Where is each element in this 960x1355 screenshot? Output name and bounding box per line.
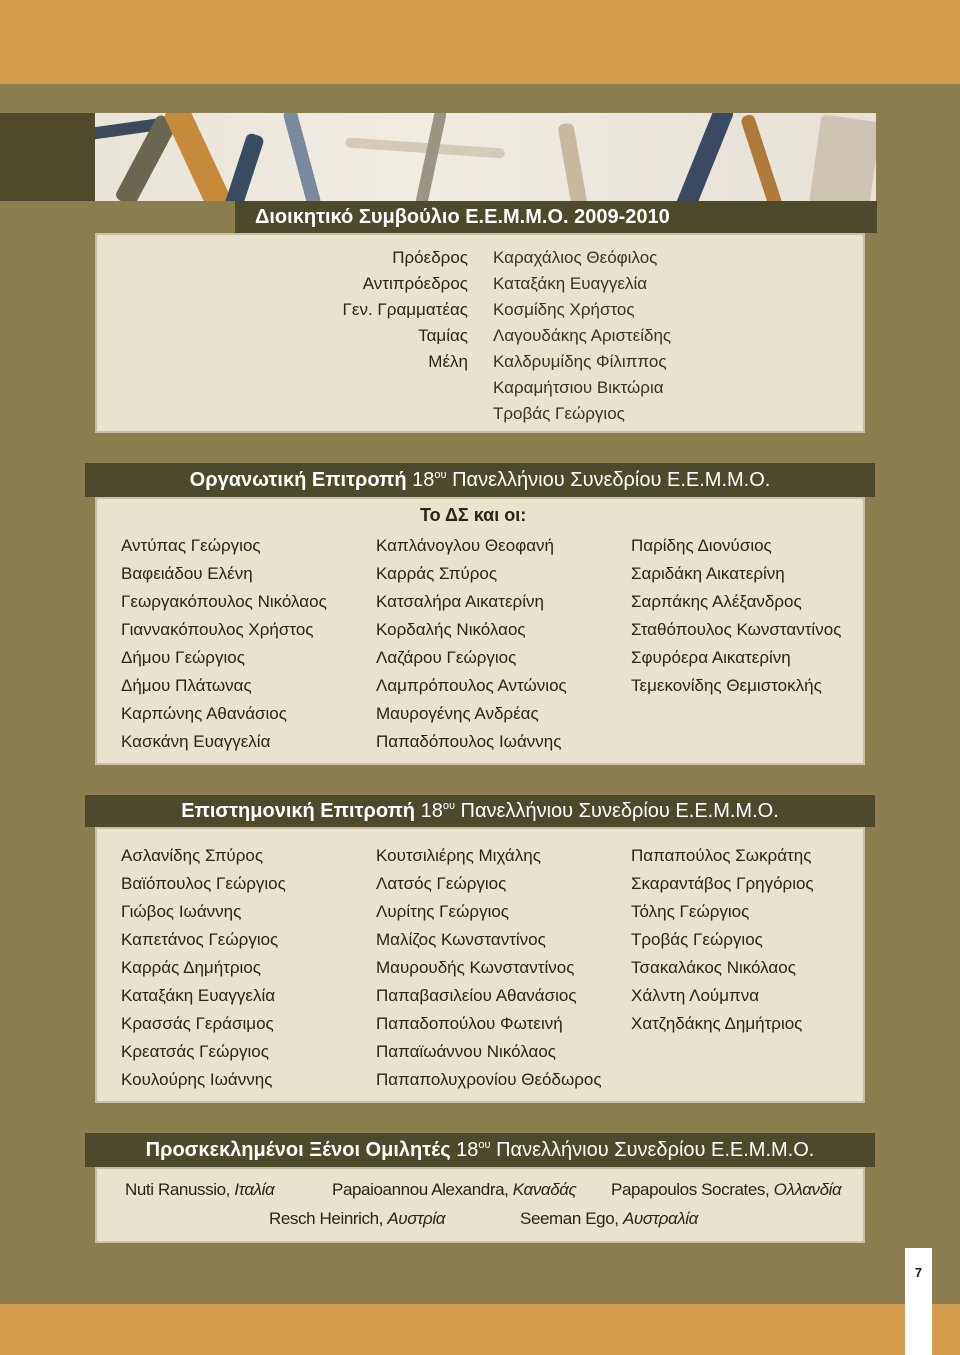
member-name: Σκαραντάβος Γρηγόριος xyxy=(631,874,814,893)
member-name: Κουτσιλιέρης Μιχάλης xyxy=(376,846,541,865)
member-name: Παπαπούλος Σωκράτης xyxy=(631,846,812,865)
organizing-column-3 xyxy=(631,532,841,700)
member-name: Μαλίζος Κωνσταντίνος xyxy=(376,930,546,949)
guest-country: Ολλανδία xyxy=(773,1180,842,1199)
member-name: Καπετάνος Γεώργιος xyxy=(121,930,279,949)
guests-title-bold: Προσκεκλημένοι Ξένοι Ομιλητές xyxy=(145,1139,451,1161)
board-member-name: Καταξάκη Ευαγγελία xyxy=(493,274,648,293)
guests-title-number: 18 xyxy=(456,1139,479,1161)
member-name: Παπαπολυχρονίου Θεόδωρος xyxy=(376,1070,602,1089)
member-name: Παπαδοπούλου Φωτεινή xyxy=(376,1014,563,1033)
member-name: Χατζηδάκης Δημήτριος xyxy=(631,1014,803,1033)
organizing-subhead: Το ΔΣ και οι: xyxy=(420,505,527,525)
member-name: Καπλάνογλου Θεοφανή xyxy=(376,536,554,555)
member-name: Τόλης Γεώργιος xyxy=(631,902,750,921)
board-member-name: Λαγουδάκης Αριστείδης xyxy=(493,326,672,345)
board-title: Διοικητικό Συμβούλιο Ε.Ε.Μ.Μ.Ο. 2009-2010 xyxy=(255,206,670,228)
dark-side-block xyxy=(0,113,95,201)
board-role: Αντιπρόεδρος xyxy=(362,274,468,293)
board-member-name: Καλδρυμίδης Φίλιππος xyxy=(493,352,667,371)
member-name: Μαυρογένης Ανδρέας xyxy=(376,704,539,723)
scientific-title-bar xyxy=(85,795,875,827)
guest-country: Αυστραλία xyxy=(622,1209,698,1228)
member-name: Χάλντη Λούμπνα xyxy=(631,986,760,1005)
member-name: Λαμπρόπουλος Αντώνιος xyxy=(376,676,567,695)
member-name: Τεμεκονίδης Θεμιστοκλής xyxy=(631,676,822,695)
guest-speaker: Papaioannou Alexandra, Καναδάς xyxy=(332,1180,577,1199)
organizing-title-bold: Οργανωτική Επιτροπή xyxy=(189,469,407,491)
guests-panel xyxy=(95,1167,865,1243)
guests-title-sup: ου xyxy=(478,1139,491,1151)
member-name: Κορδαλής Νικόλαος xyxy=(376,620,526,639)
member-name: Λατσός Γεώργιος xyxy=(376,874,507,893)
guests-title-rest: Πανελλήνιου Συνεδρίου Ε.Ε.Μ.Μ.Ο. xyxy=(496,1139,815,1161)
member-name: Ασλανίδης Σπύρος xyxy=(121,846,264,865)
scientific-panel xyxy=(95,827,865,1103)
member-name: Σφυρόερα Αικατερίνη xyxy=(631,648,791,667)
member-name: Καταξάκη Ευαγγελία xyxy=(121,986,276,1005)
guest-speaker: Nuti Ranussio, Ιταλία xyxy=(125,1180,275,1199)
guest-speaker: Resch Heinrich, Αυστρία xyxy=(269,1209,446,1228)
scientific-column-1 xyxy=(121,842,286,1094)
scientific-column-2 xyxy=(376,842,602,1094)
guest-speaker: Papapoulos Socrates, Ολλανδία xyxy=(611,1180,842,1199)
organizing-column-1 xyxy=(121,532,327,756)
guest-country: Καναδάς xyxy=(512,1180,577,1199)
member-name: Σταθόπουλος Κωνσταντίνος xyxy=(631,620,842,639)
member-name: Δήμου Γεώργιος xyxy=(121,648,245,667)
member-name: Λαζάρου Γεώργιος xyxy=(376,648,517,667)
top-color-band xyxy=(0,0,960,84)
bottom-color-band xyxy=(0,1304,960,1355)
member-name: Καρράς Δημήτριος xyxy=(121,958,261,977)
member-name: Λυρίτης Γεώργιος xyxy=(376,902,509,921)
member-name: Βαϊόπουλος Γεώργιος xyxy=(121,874,286,893)
board-member-name: Καραχάλιος Θεόφιλος xyxy=(493,248,658,267)
guests-title-bar xyxy=(85,1133,875,1167)
member-name: Καρπώνης Αθανάσιος xyxy=(121,704,287,723)
scientific-title-sup: ου xyxy=(442,800,455,812)
board-role: Μέλη xyxy=(428,352,468,371)
member-name: Παπαϊωάννου Νικόλαος xyxy=(376,1042,556,1061)
member-name: Παπαδόπουλος Ιωάννης xyxy=(376,732,562,751)
member-name: Γιώβος Ιωάννης xyxy=(121,902,242,921)
board-role: Πρόεδρος xyxy=(392,248,468,267)
scientific-title-rest: Πανελλήνιου Συνεδρίου Ε.Ε.Μ.Μ.Ο. xyxy=(460,800,779,822)
member-name: Δήμου Πλάτωνας xyxy=(121,676,252,695)
board-role: Ταμίας xyxy=(418,326,468,345)
scientific-title-bold: Επιστημονική Επιτροπή xyxy=(181,800,416,822)
board-title-bar xyxy=(235,201,877,233)
member-name: Σαριδάκη Αικατερίνη xyxy=(631,564,785,583)
organizing-column-2 xyxy=(376,532,567,756)
scientific-title-number: 18 xyxy=(420,800,443,822)
guest-country: Αυστρία xyxy=(387,1209,446,1228)
guest-country: Ιταλία xyxy=(234,1180,275,1199)
member-name: Κρασσάς Γεράσιμος xyxy=(121,1014,274,1033)
member-name: Παπαβασιλείου Αθανάσιος xyxy=(376,986,577,1005)
member-name: Αντύπας Γεώργιος xyxy=(121,536,261,555)
member-name: Γεωργακόπουλος Νικόλαος xyxy=(121,592,327,611)
member-name: Κατσαλήρα Αικατερίνη xyxy=(376,592,544,611)
member-name: Κρεατσάς Γεώργιος xyxy=(121,1042,269,1061)
member-name: Σαρπάκης Αλέξανδρος xyxy=(631,592,802,611)
organizing-title-rest: Πανελλήνιου Συνεδρίου Ε.Ε.Μ.Μ.Ο. xyxy=(452,469,771,491)
organizing-panel xyxy=(95,497,865,765)
scientific-column-3 xyxy=(631,842,814,1038)
organizing-title-sup: ου xyxy=(434,469,447,481)
guest-speaker: Seeman Ego, Αυστραλία xyxy=(520,1209,698,1228)
member-name: Παρίδης Διονύσιος xyxy=(631,536,772,555)
board-member-name: Τροβάς Γεώργιος xyxy=(493,404,625,423)
header-painting xyxy=(95,113,876,201)
board-role: Γεν. Γραμματέας xyxy=(342,300,468,319)
organizing-title-number: 18 xyxy=(412,469,435,491)
board-member-name: Καραμήτσιου Βικτώρια xyxy=(493,378,664,397)
organizing-title-bar xyxy=(85,463,875,497)
board-panel xyxy=(95,233,865,433)
member-name: Μαυρουδής Κωνσταντίνος xyxy=(376,958,575,977)
member-name: Τσακαλάκος Νικόλαος xyxy=(631,958,796,977)
member-name: Γιαννακόπουλος Χρήστος xyxy=(121,620,314,639)
member-name: Τροβάς Γεώργιος xyxy=(631,930,763,949)
board-member-name: Κοσμίδης Χρήστος xyxy=(493,300,635,319)
member-name: Κουλούρης Ιωάννης xyxy=(121,1070,273,1089)
page-number: 7 xyxy=(905,1248,932,1355)
member-name: Καρράς Σπύρος xyxy=(376,564,498,583)
member-name: Κασκάνη Ευαγγελία xyxy=(121,732,271,751)
member-name: Βαφειάδου Ελένη xyxy=(121,564,253,583)
